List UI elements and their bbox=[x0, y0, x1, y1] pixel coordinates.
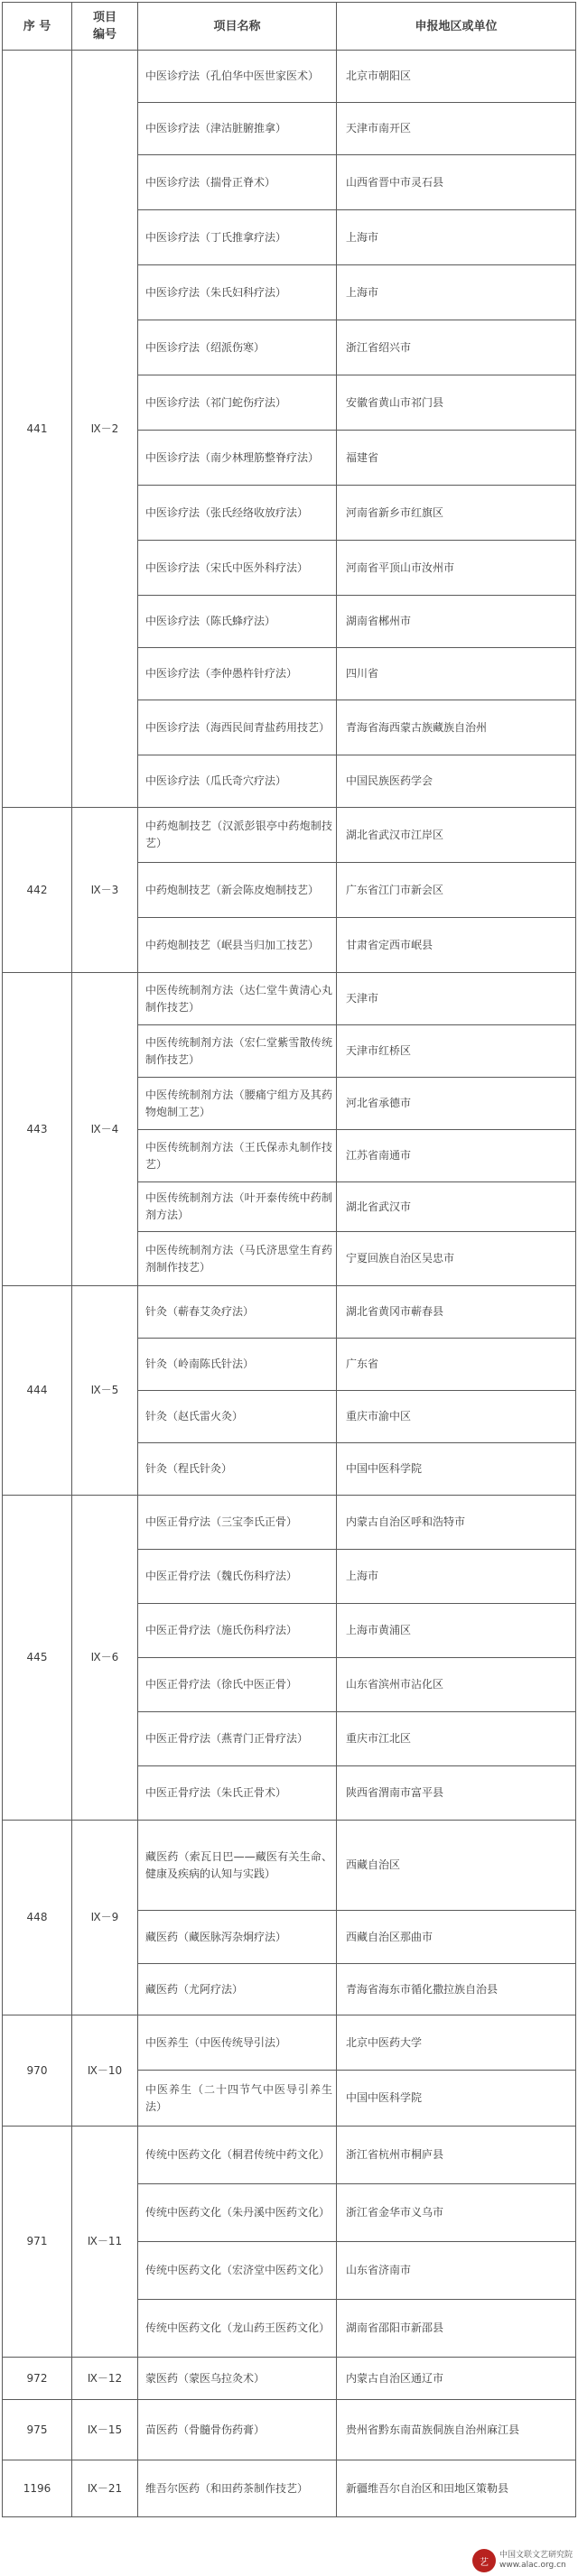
region-cell: 江苏省南通市 bbox=[337, 1130, 576, 1182]
table-row bbox=[3, 2460, 576, 2517]
region-cell: 中国民族医药学会 bbox=[337, 755, 576, 808]
region-cell: 重庆市渝中区 bbox=[337, 1391, 576, 1443]
region-cell: 上海市 bbox=[337, 1550, 576, 1604]
project-name-cell: 中医养生（二十四节气中医导引养生法） bbox=[138, 2071, 337, 2127]
region-cell: 天津市南开区 bbox=[337, 103, 576, 155]
project-name-cell: 中药炮制技艺（岷县当归加工技艺） bbox=[138, 918, 337, 973]
project-name-cell: 中医传统制剂方法（叶开泰传统中药制剂方法） bbox=[138, 1182, 337, 1232]
region-cell: 广东省 bbox=[337, 1339, 576, 1391]
region-cell: 湖北省黄冈市蕲春县 bbox=[337, 1286, 576, 1339]
project-name-cell: 针灸（岭南陈氏针法） bbox=[138, 1339, 337, 1391]
project-name-cell: 中药炮制技艺（汉派彭银亭中药炮制技艺） bbox=[138, 808, 337, 863]
project-name-cell: 针灸（程氏针灸） bbox=[138, 1443, 337, 1496]
seq-cell: 448 bbox=[3, 1821, 72, 2015]
region-cell: 新疆维吾尔自治区和田地区策勒县 bbox=[337, 2460, 576, 2517]
region-cell: 河南省平顶山市汝州市 bbox=[337, 541, 576, 596]
project-name-cell: 针灸（蕲春艾灸疗法） bbox=[138, 1286, 337, 1339]
project-name-cell: 维吾尔医药（和田药茶制作技艺） bbox=[138, 2460, 337, 2517]
project-name-cell: 藏医药（索瓦日巴——藏医有关生命、健康及疾病的认知与实践） bbox=[138, 1821, 337, 1911]
region-cell: 内蒙古自治区通辽市 bbox=[337, 2358, 576, 2400]
project-name-cell: 藏医药（尤阿疗法） bbox=[138, 1964, 337, 2015]
region-cell: 浙江省金华市义乌市 bbox=[337, 2184, 576, 2242]
code-cell: Ⅸ－2 bbox=[72, 51, 138, 808]
project-name-cell: 中医诊疗法（陈氏蜂疗法） bbox=[138, 596, 337, 648]
watermark bbox=[472, 2549, 573, 2572]
region-cell: 福建省 bbox=[337, 431, 576, 486]
code-cell: Ⅸ－15 bbox=[72, 2400, 138, 2460]
region-cell: 山东省济南市 bbox=[337, 2242, 576, 2300]
table-row bbox=[3, 1286, 576, 1339]
code-cell: Ⅸ－9 bbox=[72, 1821, 138, 2015]
region-cell: 上海市黄浦区 bbox=[337, 1604, 576, 1658]
code-cell: Ⅸ－12 bbox=[72, 2358, 138, 2400]
table-row bbox=[3, 1496, 576, 1550]
region-cell: 陕西省渭南市富平县 bbox=[337, 1766, 576, 1821]
project-name-cell: 苗医药（骨髓骨伤药膏） bbox=[138, 2400, 337, 2460]
region-cell: 山东省滨州市沾化区 bbox=[337, 1658, 576, 1712]
region-cell: 四川省 bbox=[337, 648, 576, 700]
project-name-cell: 中医传统制剂方法（王氏保赤丸制作技艺） bbox=[138, 1130, 337, 1182]
table-row bbox=[3, 2400, 576, 2460]
seq-cell: 441 bbox=[3, 51, 72, 808]
region-cell: 宁夏回族自治区吴忠市 bbox=[337, 1232, 576, 1286]
code-cell: Ⅸ－10 bbox=[72, 2015, 138, 2127]
project-name-cell: 传统中医药文化（桐君传统中药文化） bbox=[138, 2127, 337, 2184]
header-row bbox=[3, 3, 576, 51]
logo-icon: 艺 bbox=[472, 2549, 496, 2572]
project-name-cell: 中医传统制剂方法（腰痛宁组方及其药物炮制工艺） bbox=[138, 1078, 337, 1130]
region-cell: 天津市 bbox=[337, 973, 576, 1025]
project-name-cell: 传统中医药文化（龙山药王医药文化） bbox=[138, 2300, 337, 2358]
project-name-cell: 中医诊疗法（海西民间青盐药用技艺） bbox=[138, 700, 337, 755]
region-cell: 青海省海东市循化撒拉族自治县 bbox=[337, 1964, 576, 2015]
seq-cell: 443 bbox=[3, 973, 72, 1286]
table-row bbox=[3, 1821, 576, 1911]
project-name-cell: 中医正骨疗法（施氏伤科疗法） bbox=[138, 1604, 337, 1658]
code-cell: Ⅸ－5 bbox=[72, 1286, 138, 1496]
code-cell: Ⅸ－11 bbox=[72, 2127, 138, 2358]
project-name-cell: 中医诊疗法（李仲愚杵针疗法） bbox=[138, 648, 337, 700]
project-name-cell: 中医正骨疗法（燕青门正骨疗法） bbox=[138, 1712, 337, 1766]
region-cell: 天津市红桥区 bbox=[337, 1025, 576, 1078]
region-cell: 北京中医药大学 bbox=[337, 2015, 576, 2071]
seq-cell: 445 bbox=[3, 1496, 72, 1821]
header-code: 项目 编号 bbox=[72, 3, 138, 51]
table-row bbox=[3, 51, 576, 103]
project-name-cell: 传统中医药文化（朱丹溪中医药文化） bbox=[138, 2184, 337, 2242]
project-name-cell: 中医传统制剂方法（达仁堂牛黄清心丸制作技艺） bbox=[138, 973, 337, 1025]
region-cell: 浙江省杭州市桐庐县 bbox=[337, 2127, 576, 2184]
project-name-cell: 中医诊疗法（丁氏推拿疗法） bbox=[138, 210, 337, 265]
project-name-cell: 藏医药（藏医脉泻杂炯疗法） bbox=[138, 1911, 337, 1964]
region-cell: 内蒙古自治区呼和浩特市 bbox=[337, 1496, 576, 1550]
region-cell: 北京市朝阳区 bbox=[337, 51, 576, 103]
project-name-cell: 中医正骨疗法（三宝李氏正骨） bbox=[138, 1496, 337, 1550]
project-name-cell: 中医诊疗法（津沽脏腑推拿） bbox=[138, 103, 337, 155]
project-name-cell: 中医诊疗法（揣骨正脊术） bbox=[138, 155, 337, 210]
region-cell: 广东省江门市新会区 bbox=[337, 863, 576, 918]
region-cell: 河南省新乡市红旗区 bbox=[337, 486, 576, 541]
region-cell: 湖南省郴州市 bbox=[337, 596, 576, 648]
seq-cell: 975 bbox=[3, 2400, 72, 2460]
region-cell: 湖北省武汉市 bbox=[337, 1182, 576, 1232]
seq-cell: 444 bbox=[3, 1286, 72, 1496]
region-cell: 西藏自治区 bbox=[337, 1821, 576, 1911]
region-cell: 贵州省黔东南苗族侗族自治州麻江县 bbox=[337, 2400, 576, 2460]
region-cell: 甘肃省定西市岷县 bbox=[337, 918, 576, 973]
header-seq: 序 号 bbox=[3, 3, 72, 51]
project-name-cell: 中医传统制剂方法（宏仁堂紫雪散传统制作技艺） bbox=[138, 1025, 337, 1078]
project-name-cell: 中药炮制技艺（新会陈皮炮制技艺） bbox=[138, 863, 337, 918]
watermark-url: www.alac.org.cn bbox=[499, 2561, 566, 2570]
project-name-cell: 中医正骨疗法（徐氏中医正骨） bbox=[138, 1658, 337, 1712]
region-cell: 安徽省黄山市祁门县 bbox=[337, 375, 576, 431]
region-cell: 西藏自治区那曲市 bbox=[337, 1911, 576, 1964]
project-name-cell: 中医传统制剂方法（马氏济思堂生育药剂制作技艺） bbox=[138, 1232, 337, 1286]
code-cell: Ⅸ－6 bbox=[72, 1496, 138, 1821]
project-name-cell: 中医诊疗法（朱氏妇科疗法） bbox=[138, 265, 337, 320]
region-cell: 上海市 bbox=[337, 265, 576, 320]
region-cell: 上海市 bbox=[337, 210, 576, 265]
table-row bbox=[3, 808, 576, 863]
project-name-cell: 中医诊疗法（绍派伤寒） bbox=[138, 320, 337, 375]
watermark-org: 中国文联文艺研究院 bbox=[499, 2551, 573, 2560]
region-cell: 湖北省武汉市江岸区 bbox=[337, 808, 576, 863]
heritage-table bbox=[2, 2, 576, 2517]
table-body bbox=[3, 51, 576, 2517]
region-cell: 浙江省绍兴市 bbox=[337, 320, 576, 375]
project-name-cell: 中医正骨疗法（朱氏正骨术） bbox=[138, 1766, 337, 1821]
project-name-cell: 中医诊疗法（宋氏中医外科疗法） bbox=[138, 541, 337, 596]
project-name-cell: 中医诊疗法（南少林理筋整脊疗法） bbox=[138, 431, 337, 486]
header-name: 项目名称 bbox=[138, 3, 337, 51]
project-name-cell: 针灸（赵氏雷火灸） bbox=[138, 1391, 337, 1443]
region-cell: 湖南省邵阳市新邵县 bbox=[337, 2300, 576, 2358]
seq-cell: 972 bbox=[3, 2358, 72, 2400]
project-name-cell: 中医诊疗法（孔伯华中医世家医术） bbox=[138, 51, 337, 103]
project-name-cell: 中医诊疗法（瓜氏奇穴疗法） bbox=[138, 755, 337, 808]
region-cell: 山西省晋中市灵石县 bbox=[337, 155, 576, 210]
project-name-cell: 中医正骨疗法（魏氏伤科疗法） bbox=[138, 1550, 337, 1604]
project-name-cell: 中医诊疗法（祁门蛇伤疗法） bbox=[138, 375, 337, 431]
table-row bbox=[3, 2358, 576, 2400]
region-cell: 青海省海西蒙古族藏族自治州 bbox=[337, 700, 576, 755]
seq-cell: 970 bbox=[3, 2015, 72, 2127]
code-cell: Ⅸ－4 bbox=[72, 973, 138, 1286]
project-name-cell: 中医诊疗法（张氏经络收放疗法） bbox=[138, 486, 337, 541]
project-name-cell: 蒙医药（蒙医乌拉灸术） bbox=[138, 2358, 337, 2400]
code-cell: Ⅸ－21 bbox=[72, 2460, 138, 2517]
project-name-cell: 中医养生（中医传统导引法） bbox=[138, 2015, 337, 2071]
table-row bbox=[3, 973, 576, 1025]
region-cell: 中国中医科学院 bbox=[337, 2071, 576, 2127]
seq-cell: 1196 bbox=[3, 2460, 72, 2517]
region-cell: 河北省承德市 bbox=[337, 1078, 576, 1130]
table-row bbox=[3, 2127, 576, 2184]
code-cell: Ⅸ－3 bbox=[72, 808, 138, 973]
region-cell: 重庆市江北区 bbox=[337, 1712, 576, 1766]
table-row bbox=[3, 2015, 576, 2071]
seq-cell: 442 bbox=[3, 808, 72, 973]
header-region: 申报地区或单位 bbox=[337, 3, 576, 51]
project-name-cell: 传统中医药文化（宏济堂中医药文化） bbox=[138, 2242, 337, 2300]
region-cell: 中国中医科学院 bbox=[337, 1443, 576, 1496]
seq-cell: 971 bbox=[3, 2127, 72, 2358]
